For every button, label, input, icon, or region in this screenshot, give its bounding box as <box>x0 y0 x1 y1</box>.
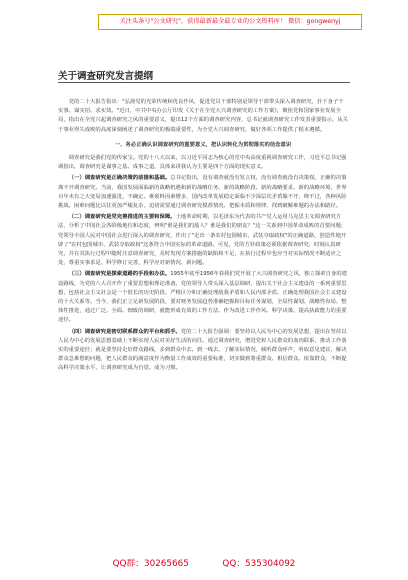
qq-group: QQ群：30265665 <box>112 559 189 569</box>
paragraph: 党的二十大报告指出："弘扬党的光荣传统和优良作风，促进党员干部特别是领导干部带头深入调查研究，扑下身子干实事、谋实招、求实效。"近日，中共中央办公厅印发《关于在全党大兴调查研究的工作方案》，聚焦党和国家事业发展全局，指出在全党兴起调查研究之风的重要意义，提出12个方面的调查研究内容，总书记就调查研究工作发表重要指示，从关于事业得失成败的高度深刻阐述了调查研究的极端重要性，为全党大兴调查研究、做好各项工作提供了根本遵循。 <box>58 99 349 133</box>
paragraph: （一）调查研究是正确决策的前提和基础。总书记指出，没有调查就没有发言权，没有调查就没有决策权。正确的决策离不开调查研究。当前，我国发展面临新的战略机遇和新的战略任务、新的战略阶段、新的战略要求、新的战略环境，世界百年未有之大变局加速演进，不确定、难预料因素增多，国内改革发展稳定面临不少深层次矛盾躲不开、绕不过，各种风险挑战、困难问题比以往更加严峻复杂，迫切需要通过调查研究摸准情况、把握本质和规律，找到破解难题的办法和路径。 <box>58 175 347 210</box>
paragraph-lead: （二）调查研究是党完善推进的主要和保障。 <box>68 214 176 221</box>
paragraph: （三）调查研究是探索道路的手段和办法。1955年底至1956年春我们党开展了大兴调查研究之风，独立探索自身的建设路线，为党的八大召开作了重要思想和理论准备。党的领导人带头深入基层调研，提出关于社会主义建设的一系列重要思想，包括社会主义社会是一个很长的历史阶段、严格区分和正确处理敌我矛盾和人民内部矛盾、正确处理我国社会主义建设的十大关系等。当今，我们正立足新发展阶段，要对财务发展趋势准确把握和目标任务谋划，全局性谋划、战略性布局、整体性推进，通过广泛、全面、细致的调研，就能形成有效的工作方法、作为改进工作作风、科学决策、提高执政能力的重要途径。 <box>58 271 348 324</box>
section-heading: 一、务必正确认识调查研究的重要意义，把认识转化为贯彻落实的信念意识 <box>114 141 292 148</box>
paragraph-lead: （三）调查研究是探索道路的手段和办法。 <box>68 271 171 278</box>
paragraph: （二）调查研究是党完善推进的主要和保障。土地革命时期，以毛泽东为代表的共产党人运用马克思主义调查研究方法，分析了中国社会各阶级地位和态度，辨明"谁是我们的敌人？谁是我们的朋友？"这一关系到中国革命成败的首要问题；党领导全国人民对中国社会进行深入的调查研究，作出了"走出一条农村包围城市、武装夺取政权"的正确道路，创造性地开辟了"农村包围城市、武装夺取政权"这条符合中国实际的革命道路。可见，党的方针政策必须依据调查研究，时刻认真研究，并在其执行过程中随时注意调查研究，及时发现方案措施的缺陷和不足，在执行过程中也应当对实际情况不断适应之处，尊重实事求是、科学修订完善，科学应对新情况、新问题。 <box>58 214 347 267</box>
promo-banner: 关注头条号"公文研究"，获得最新最全最专业的公文资料库！ 微信：gongwenyj <box>98 14 362 30</box>
paragraph-lead: （四）调查研究是密切联系群众的平台和抓手。 <box>68 328 181 335</box>
qq-contact: QQ：535304092 <box>222 559 296 569</box>
document-body <box>58 98 348 376</box>
paragraph-lead: （一）调查研究是正确决策的前提和基础。 <box>68 175 171 182</box>
title-divider <box>58 82 350 83</box>
paragraph: 调查研究是我们党的传家宝。党的十八大以来，以习近平同志为核心的党中央高度重视调查研究工作，习近平总书记强调指出，调查研究是谋事之基、成事之道，具体来讲我认为主要是四个方面的现实意义。 <box>58 155 347 171</box>
document-title: 关于调查研究发言提纲 <box>58 71 154 82</box>
contact-footer <box>0 556 408 569</box>
paragraph: （四）调查研究是密切联系群众的平台和抓手。党的二十大报告强调：要坚持以人民为中心的发展思想，提出在坚持以人民为中心的发展思想基础上不断实现人民对美好生活的向往。通过调查研究，增进党和人民群众的血肉联系，推动工作落实的重要途径；就是要坚持走好群众路线，多到群众中去、到一线去，了解实际情况，倾听群众呼声，听取意见建议，解决群众急难愁盼问题，把人民群众的满意度作为衡量工作成效的重要标准，切实做到尊重群众、相信群众、依靠群众，不断提高科学决策水平，让调查研究成为自觉、成为习惯。 <box>58 328 347 372</box>
